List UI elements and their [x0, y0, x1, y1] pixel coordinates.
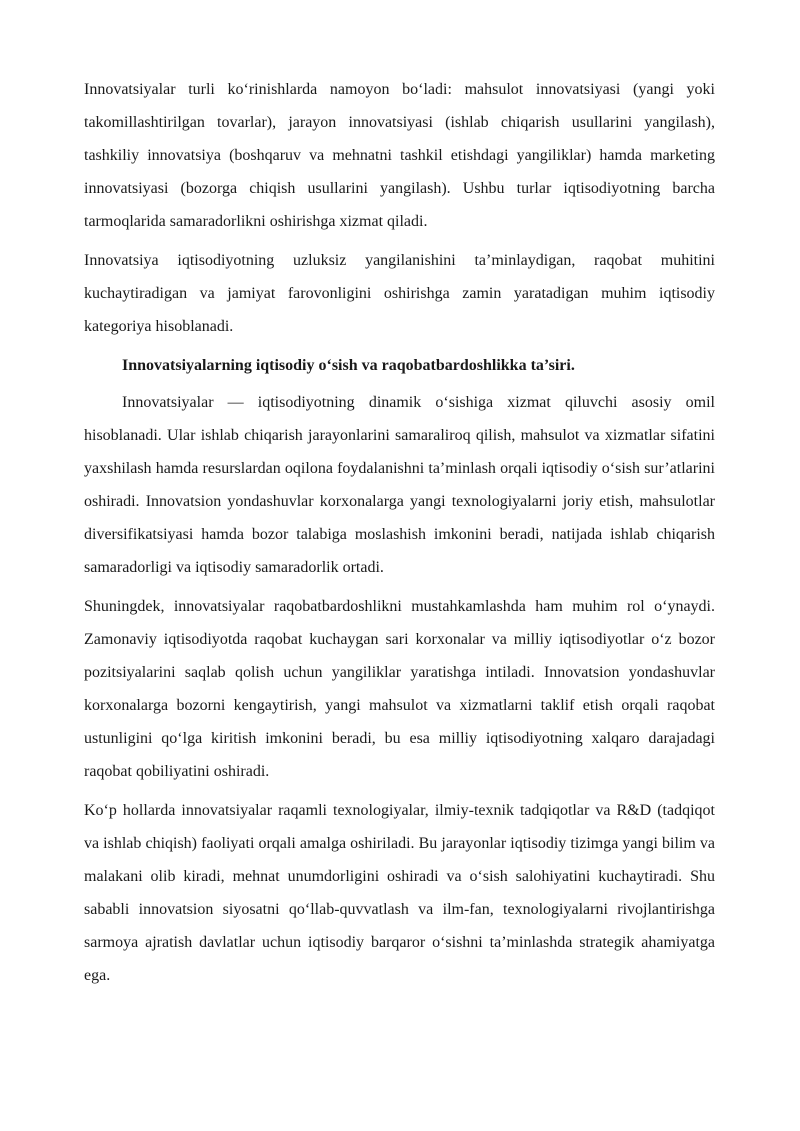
- paragraph-innovation-definition: Innovatsiya iqtisodiyotning uzluksiz yangilanishini ta’minlaydigan, raqobat muhitini kuchaytiradigan va jamiyat farovonligini oshirishga zamin yaratadigan muhim iqtisodiy kategoriya hisoblanadi.: [84, 252, 715, 335]
- paragraph-innovation-types: Innovatsiyalar turli ko‘rinishlarda namoyon bo‘ladi: mahsulot innovatsiyasi (yangi yoki takomillashtirilgan tovarlar), jarayon innovatsiyasi (ishlab chiqarish usullarini yangilash), tashkiliy innovatsiya (boshqaruv va mehnatni tashkil etishdagi yangiliklar) hamda marketing innovatsiyasi (bozorga chiqish usullarini yangilash). Ushbu turlar iqtisodiyotning barcha tarmoqlarida samaradorlikni oshirishga xizmat qiladi.: [84, 81, 715, 230]
- paragraph-economic-growth: Innovatsiyalar — iqtisodiyotning dinamik o‘sishiga xizmat qiluvchi asosiy omil hisoblanadi. Ular ishlab chiqarish jarayonlarini samaraliroq qilish, mahsulot va xizmatlar sifatini yaxshilash hamda resurslardan oqilona foydalanishni ta’minlash orqali iqtisodiy o‘sish sur’atlarini oshiradi. Innovatsion yondashuvlar korxonalarga yangi texnologiyalarni joriy etish, mahsulotlar diversifikatsiyasi hamda bozor talabiga moslashish imkonini beradi, natijada ishlab chiqarish samaradorligi va iqtisodiy samaradorlik ortadi.: [84, 394, 715, 576]
- section-heading: Innovatsiyalarning iqtisodiy o‘sish va raqobatbardoshlikka ta’siri.: [122, 357, 575, 374]
- paragraph-competitiveness: Shuningdek, innovatsiyalar raqobatbardoshlikni mustahkamlashda ham muhim rol o‘ynaydi. Zamonaviy iqtisodiyotda raqobat kuchaygan sari korxonalar va milliy iqtisodiyotlar o‘z bozor pozitsiyalarini saqlab qolish uchun yangiliklar yaratishga intiladi. Innovatsion yondashuvlar korxonalarga bozorni kengaytirish, yangi mahsulot va xizmatlarni taklif etish orqali raqobat ustunligini qo‘lga kiritish imkonini beradi, bu esa milliy iqtisodiyotning xalqaro darajadagi raqobat qobiliyatini oshiradi.: [84, 598, 715, 780]
- paragraph-rd-technologies: Ko‘p hollarda innovatsiyalar raqamli texnologiyalar, ilmiy-texnik tadqiqotlar va R&D (tadqiqot va ishlab chiqish) faoliyati orqali amalga oshiriladi. Bu jarayonlar iqtisodiy tizimga yangi bilim va malakani olib kiradi, mehnat unumdorligini oshiradi va o‘sish salohiyatini kuchaytiradi. Shu sababli innovatsion siyosatni qo‘llab-quvvatlash va ilm-fan, texnologiyalarni rivojlantirishga sarmoya ajratish davlatlar uchun iqtisodiy barqaror o‘sishni ta’minlashda strategik ahamiyatga ega.: [84, 802, 715, 984]
- document-page: [84, 73, 715, 998]
